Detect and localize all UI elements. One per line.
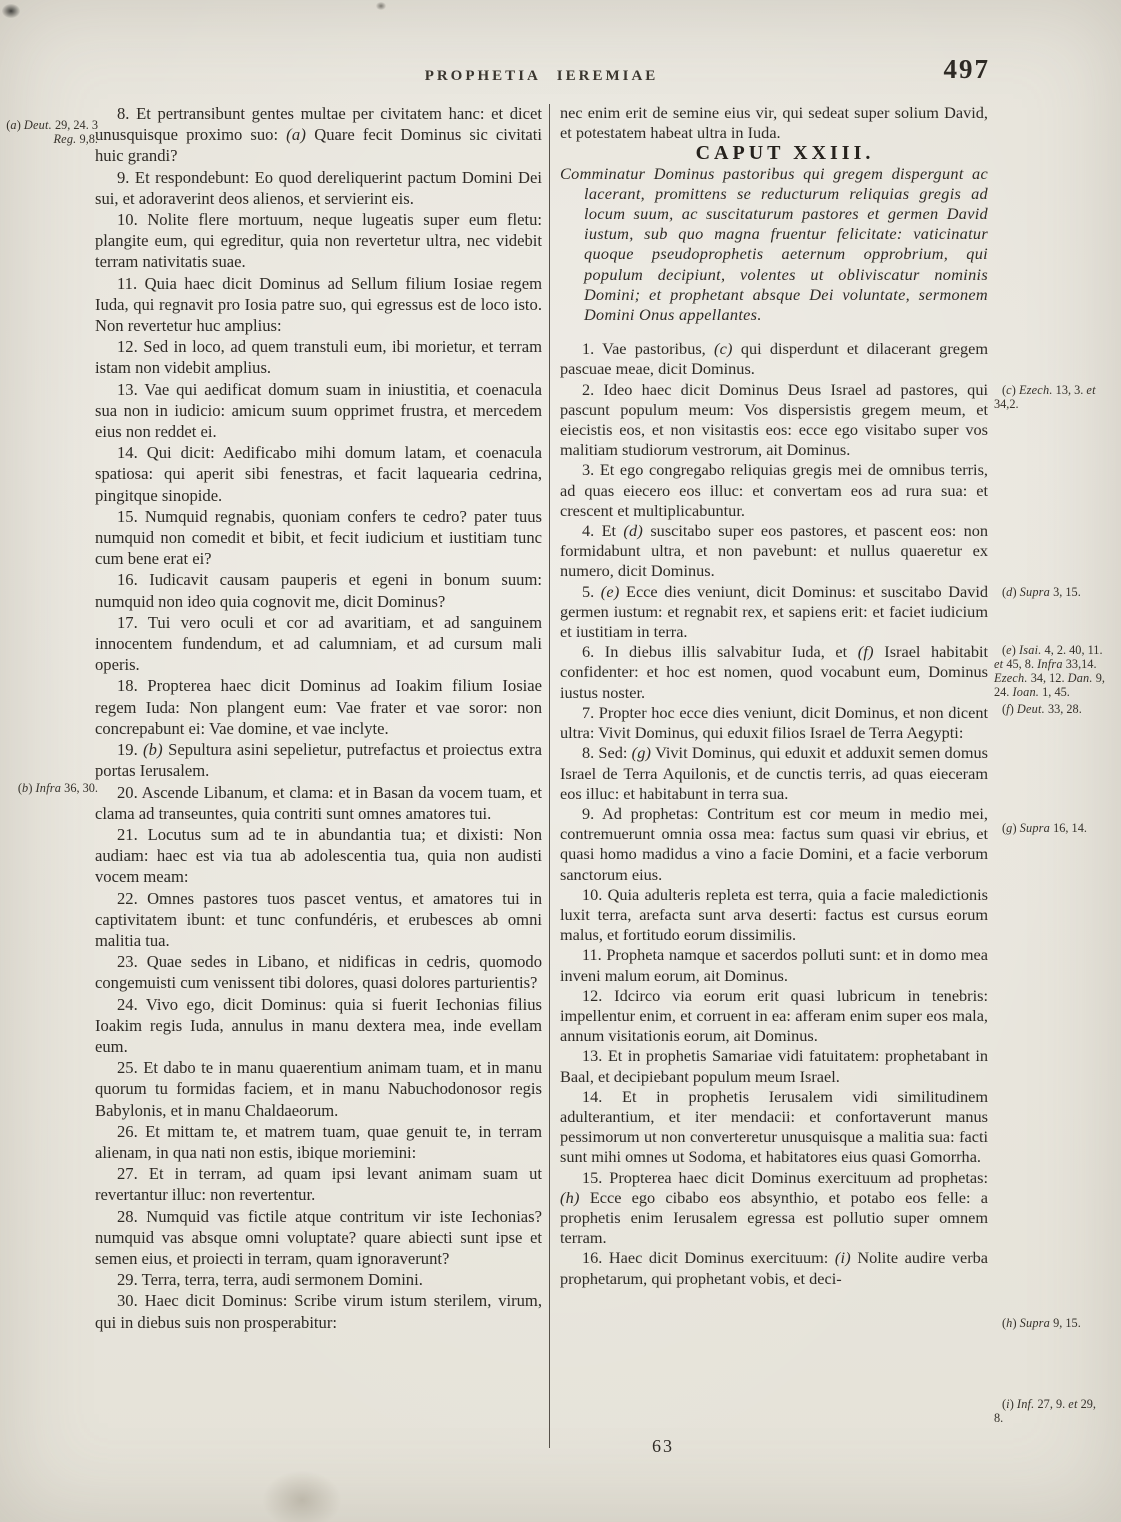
- margin-note-g: (g) Supra 16, 14.: [1002, 821, 1087, 835]
- verse-paragraph: 2. Ideo haec dicit Dominus Deus Israel ad pastores, qui pascunt populum meum: Vos dispersistis gregem meum, et eiecistis eos, et non visitastis eos: ecce ego visitabo super vos malitiam studiorum vestrorum, ait Dominus.: [560, 379, 988, 460]
- verse-paragraph: 12. Sed in loco, ad quem transtuli eum, ibi morietur, et terram istam non videbit amplius.: [95, 337, 542, 378]
- page-header-title: PROPHETIA IEREMIAE: [424, 68, 659, 84]
- verse-paragraph: 8. Sed: (g) Vivit Dominus, qui eduxit et adduxit semen domus Israel de Terra Aquilonis, et de cunctis terris, ad quas eieceram eos illuc: et habitabunt in terra sua.: [560, 743, 988, 803]
- margin-note-i: (i) Inf. 27, 9. et 29, 8.: [994, 1397, 1097, 1425]
- verse-paragraph: 11. Quia haec dicit Dominus ad Sellum filium Iosiae regem Iuda, qui regnavit pro Iosia patre suo, qui egressus est de loco isto. Non revertetur huc amplius:: [95, 273, 542, 336]
- margin-note-h: (h) Supra 9, 15.: [1002, 1316, 1081, 1330]
- verse-paragraph: 28. Numquid vas fictile atque contritum vir iste Iechonias? numquid vas absque omni voluptate? quare abiecti sunt ipse et semen eius, et proiecti in terram, quam ignoraverunt?: [95, 1206, 542, 1268]
- verse-paragraph: 23. Quae sedes in Libano, et nidificas in cedris, quomodo congemuisti cum venissent tibi dolores, quasi dolores parturientis?: [95, 952, 542, 993]
- chapter-heading: CAPUT XXIII.: [695, 142, 875, 165]
- column-divider-rule: [549, 104, 550, 1448]
- verse-paragraph: 7. Propter hoc ecce dies veniunt, dicit Dominus, et non dicent ultra: Vivit Dominus, qui eduxit filios Israel de Terra Aegypti:: [560, 702, 988, 743]
- verse-paragraph: 22. Omnes pastores tuos pascet ventus, et amatores tui in captivitatem ibunt: et tunc confundéris, et erubesces ab omni malitia tua.: [95, 888, 542, 950]
- verse-paragraph: 18. Propterea haec dicit Dominus ad Ioakim filium Iosiae regem Iuda: Non plangent eum: Vae frater et vae soror: non concrepabunt ei: Vae domine, et vae inclyte.: [95, 676, 542, 738]
- margin-note-c: (c) Ezech. 13, 3. et 34,2.: [994, 383, 1096, 411]
- verse-paragraph: 3. Et ego congregabo reliquias gregis mei de omnibus terris, ad quas eiecero eos illuc: et convertam eos ad rura sua: et crescent et multiplicabuntur.: [560, 460, 988, 520]
- paper-stain-bottom: [262, 1470, 342, 1522]
- verse-paragraph: 13. Vae qui aedificat domum suam in iniustitia, et coenacula sua non in iudicio: amicum suum opprimet frustra, et mercedem eius non reddet ei.: [95, 379, 542, 442]
- verse-paragraph: 15. Numquid regnabis, quoniam confers te cedro? pater tuus numquid non comedit et bibit, et fecit iudicium et iustitiam tunc cum bene erat ei?: [95, 506, 542, 569]
- verse-paragraph: 8. Et pertransibunt gentes multae per civitatem hanc: et dicet unusquisque proximo suo: (a) Quare fecit Dominus sic civitati huic grandi?: [95, 104, 542, 166]
- verse-continuation-paragraph: nec enim erit de semine eius vir, qui sedeat super solium David, et potestatem habeat ultra in Iuda.: [560, 103, 988, 143]
- verse-paragraph: 16. Iudicavit causam pauperis et egeni in bonum suum: numquid non ideo quia cognovit me, dicit Dominus?: [95, 570, 542, 611]
- verse-paragraph: 15. Propterea haec dicit Dominus exercituum ad prophetas: (h) Ecce ego cibabo eos absynthio, et potabo eos felle: a prophetis enim Ierusalem egressa est pollutio super omnem terram.: [560, 1167, 988, 1248]
- verse-paragraph: 14. Qui dicit: Aedificabo mihi domum latam, et coenacula spatiosa: qui aperit sibi fenestras, et facit laquearia cedrina, pingitque sinopide.: [95, 443, 542, 505]
- verse-paragraph: 16. Haec dicit Dominus exercituum: (i) Nolite audire verba prophetarum, qui prophetant vobis, et deci-: [560, 1248, 988, 1288]
- verse-paragraph: 13. Et in prophetis Samariae vidi fatuitatem: prophetabant in Baal, et decipiebant populum meum Israel.: [560, 1046, 988, 1086]
- verse-paragraph: 10. Nolite flere mortuum, neque lugeatis super eum fletu: plangite eum, qui egreditur, quia non revertetur ultra, nec videbit terram nativitatis suae.: [95, 210, 542, 272]
- verse-paragraph: 10. Quia adulteris repleta est terra, quia a facie maledictionis luxit terra, arefacta sunt arva deserti: factus est cursus eorum malus, et fortitudo eorum dissimilis.: [560, 884, 988, 945]
- left-text-column: [95, 103, 542, 1333]
- margin-note-e: (e) Isai. 4, 2. 40, 11. et 45, 8. Infra 33,14. Ezech. 34, 12. Dan. 9, 24. Ioan. 1, 45.: [994, 643, 1105, 699]
- verse-paragraph: 30. Haec dicit Dominus: Scribe virum istum sterilem, virum, qui in diebus suis non prosperabitur:: [95, 1291, 542, 1332]
- verse-paragraph: 6. In diebus illis salvabitur Iuda, et (f) Israel habitabit confidenter: et hoc est nomen, quod vocabunt eum, Dominus iustus noster.: [560, 642, 989, 702]
- margin-note-f: (f) Deut. 33, 28.: [1002, 702, 1082, 716]
- verse-paragraph: 9. Ad prophetas: Contritum est cor meum in medio mei, contremuerunt omnia ossa mea: factus sum quasi vir ebrius, et quasi homo madidus a vino a facie Domini, et a facie verborum sanctorum eius.: [560, 803, 988, 884]
- verse-paragraph: 20. Ascende Libanum, et clama: et in Basan da vocem tuam, et clama ad transeuntes, quia contriti sunt omnes amatores tui.: [95, 782, 542, 823]
- verse-paragraph: 21. Locutus sum ad te in abundantia tua; et dixisti: Non audiam: haec est via tua ab adolescentia tua, quia non audisti vocem meam:: [95, 824, 542, 887]
- verse-paragraph: 25. Et dabo te in manu quaerentium animam tuam, et in manu quorum tu formidas faciem, et in manu Nabuchodonosor regis Babylonis, et in manu Chaldaeorum.: [95, 1058, 542, 1120]
- margin-note-b: (b) Infra 36, 30.: [17, 781, 98, 795]
- verse-paragraph: 27. Et in terram, ad quam ipsi levant animam suam ut revertantur illuc: non revertentur.: [95, 1164, 542, 1205]
- verse-paragraph: 26. Et mittam te, et matrem tuam, quae genuit te, in terram alienam, in qua nati non estis, ibique moriemini:: [95, 1121, 542, 1162]
- verse-paragraph: 29. Terra, terra, terra, audi sermonem Domini.: [117, 1270, 423, 1290]
- paper-speck-top: [376, 2, 386, 10]
- page-number: 497: [943, 54, 990, 84]
- paper-speck-corner: [2, 4, 20, 18]
- verse-paragraph: 11. Propheta namque et sacerdos polluti sunt: et in domo mea inveni malum eorum, ait Dominus.: [560, 945, 988, 985]
- verse-paragraph: 5. (e) Ecce dies veniunt, dicit Dominus: et suscitabo David germen iustum: et regnabit rex, et sapiens erit: et faciet iudicium et iustitiam in terra.: [560, 581, 988, 642]
- signature-mark: 63: [652, 1436, 674, 1456]
- right-text-column: [560, 103, 988, 1289]
- verse-paragraph: 17. Tui vero oculi et cor ad avaritiam, et ad sanguinem innocentem fundendum, et ad calumniam, et ad cursum mali operis.: [95, 612, 542, 675]
- verse-paragraph: 1. Vae pastoribus, (c) qui disperdunt et dilacerant gregem pascuae meae, dicit Dominus.: [560, 339, 988, 379]
- verse-paragraph: 9. Et respondebunt: Eo quod dereliquerint pactum Domini Dei sui, et adoraverint deos alienos, et servierint eis.: [95, 167, 542, 208]
- verse-paragraph: 14. Et in prophetis Ierusalem vidi similitudinem adulterantium, et iter mendacii: et confortaverunt manus pessimorum ut non converteretur unusquisque a malitia sua: facti sunt mihi omnes ut Sodoma, et habitatores eius quasi Gomorrha.: [560, 1086, 988, 1167]
- margin-note-d: (d) Supra 3, 15.: [1002, 585, 1081, 599]
- verse-paragraph: 24. Vivo ego, dicit Dominus: quia si fuerit Iechonias filius Ioakim regis Iuda, annulus in manu dextera mea, inde evellam eum.: [95, 994, 542, 1056]
- verse-paragraph: 19. (b) Sepultura asini sepelietur, putrefactus et proiectus extra portas Ierusalem.: [95, 740, 542, 781]
- margin-note-group-ef: [994, 643, 1108, 719]
- verse-paragraph: 12. Idcirco via eorum erit quasi lubricum in tenebris: impellentur enim, et corruent in ea: afferam enim super eos mala, annum visitationis eorum, ait Dominus.: [560, 985, 988, 1046]
- verse-paragraph: 4. Et (d) suscitabo super eos pastores, et pascent eos: non formidabunt ultra, et non pavebunt: et nullus quaeretur ex numero, dicit Dominus.: [560, 521, 988, 581]
- margin-note-a: (a) Deut. 29, 24. 3 Reg. 9,8.: [6, 118, 98, 146]
- chapter-argument: Comminatur Dominus pastoribus qui gregem dispergunt ac lacerant, promittens se reducturum reliquias gregis ad locum suum, ac suscitaturum pastores et germen David iustum, sub quo magna fruentur felicitate: vaticinatur quoque pseudoprophetis aeternum opprobrium, qui populum decipiunt, volentes ut obliviscatur nominis Domini; et prophetant absque Dei voluntate, sermonem Domini Onus appellantes.: [560, 163, 988, 325]
